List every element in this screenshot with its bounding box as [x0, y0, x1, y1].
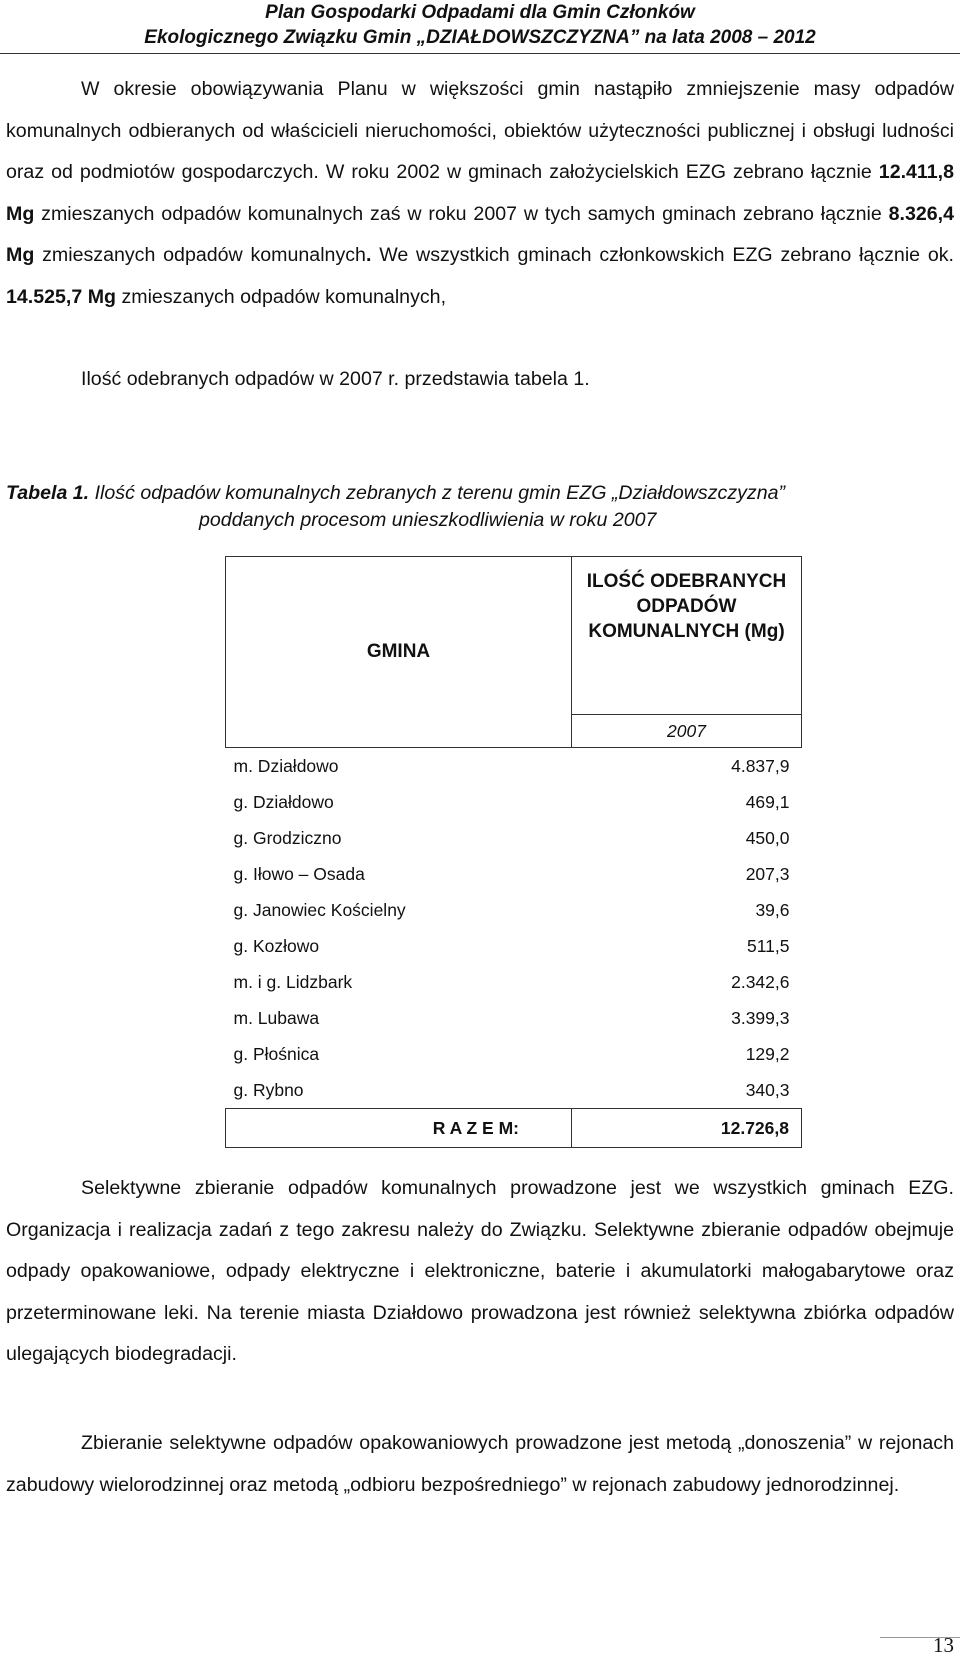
total-value: 12.726,8 [572, 1109, 802, 1148]
row-waste-value: 39,6 [755, 899, 790, 920]
column-header-gmina: GMINA [226, 557, 572, 748]
table-row [226, 784, 802, 820]
row-gmina-name: m. i g. Lidzbark [233, 971, 353, 992]
column-header-ilosc: ILOŚĆ ODEBRANYCH ODPADÓW KOMUNALNYCH (Mg) [572, 557, 802, 715]
table-body [226, 748, 802, 1109]
row-waste-value: 469,1 [745, 791, 790, 812]
header-line-1: Plan Gospodarki Odpadami dla Gmin Członków [265, 2, 695, 23]
intro-text-4: We wszystkich gminach członkowskich EZG zebrano łącznie ok. [371, 244, 955, 266]
table-row [226, 928, 802, 964]
row-gmina-name: g. Iłowo – Osada [233, 863, 365, 884]
table-caption-text-2: poddanych procesom unieszkodliwienia w roku 2007 [199, 509, 657, 531]
row-waste-value: 4.837,9 [731, 755, 790, 776]
intro-text-3: zmieszanych odpadów komunalnych [34, 244, 366, 266]
selective-collection-paragraph [6, 1168, 954, 1376]
row-gmina-name: m. Lubawa [233, 1007, 320, 1028]
intro-line-2: Ilość odebranych odpadów w 2007 r. przedstawia tabela 1. [81, 368, 590, 390]
intro-text-2: zmieszanych odpadów komunalnych zaś w roku 2007 w tych samych gminach zebrano łącznie [34, 202, 889, 225]
table-row [226, 1036, 802, 1072]
table-row [226, 1072, 802, 1109]
intro-paragraph [6, 69, 954, 318]
header-line-2: Ekologicznego Związku Gmin „DZIAŁDOWSZCZYZNA” na lata 2008 – 2012 [144, 27, 816, 48]
intro-value-total: 14.525,7 Mg [6, 285, 117, 308]
row-waste-value: 2.342,6 [731, 971, 790, 992]
row-gmina-name: g. Grodziczno [233, 827, 342, 848]
waste-table [225, 556, 802, 1148]
table-row [226, 820, 802, 856]
table-caption [6, 480, 954, 534]
paragraph-2-text: Selektywne zbieranie odpadów komunalnych prowadzone jest we wszystkich gminach EZG. Organizacja i realizacja zadań z tego zakresu należy do Związku. Selektywne zbieranie odpadów obejmuje odpady opakowaniowe, odpady elektryczne i elektroniczne, baterie i akumulatorki małogabarytowe oraz przeterminowane leki. Na terenie miasta Działdowo prowadzona jest również selektywna zbiórka odpadów ulegających biodegradacji. [6, 1177, 954, 1365]
table-row [226, 964, 802, 1000]
intro-period: . [365, 244, 372, 266]
row-waste-value: 340,3 [745, 1079, 790, 1100]
column-header-year: 2007 [572, 715, 802, 748]
table-row [226, 892, 802, 928]
table-row [226, 856, 802, 892]
intro-text-1: W okresie obowiązywania Planu w większości gmin nastąpiło zmniejszenie masy odpadów komunalnych odbieranych od właścicieli nieruchomości, obiektów użyteczności publicznej i obsługi ludności oraz od podmiotów gospodarczych. W roku 2002 w gminach założycielskich EZG zebrano łącznie [6, 78, 954, 183]
table-total-row [226, 1109, 802, 1148]
intro-table-reference [81, 359, 954, 401]
intro-value-2007: 8.326,4 Mg [6, 202, 954, 266]
row-waste-value: 450,0 [745, 827, 790, 848]
row-gmina-name: m. Działdowo [233, 755, 339, 776]
table-caption-text-1: Ilość odpadów komunalnych zebranych z terenu gmin EZG „Działdowszczyzna” [89, 482, 786, 504]
row-gmina-name: g. Działdowo [233, 791, 334, 812]
row-waste-value: 207,3 [745, 863, 790, 884]
table-header-row [226, 557, 802, 715]
row-gmina-name: g. Janowiec Kościelny [233, 899, 406, 920]
table-row [226, 748, 802, 785]
intro-value-2002: 12.411,8 Mg [6, 161, 954, 225]
row-waste-value: 129,2 [745, 1043, 790, 1064]
total-label: R A Z E M: [226, 1109, 572, 1148]
page-number: 13 [933, 1633, 954, 1657]
header-divider [0, 53, 960, 54]
paragraph-3-text: Zbieranie selektywne odpadów opakowaniowych prowadzone jest metodą „donoszenia” w rejonach zabudowy wielorodzinnej oraz metodą „odbioru bezpośredniego” w rejonach zabudowy jednorodzinnej. [6, 1432, 954, 1496]
row-gmina-name: g. Płośnica [233, 1043, 320, 1064]
table-row [226, 1000, 802, 1036]
table-caption-label: Tabela 1. [6, 482, 90, 504]
row-waste-value: 3.399,3 [731, 1007, 790, 1028]
collection-methods-paragraph [6, 1423, 954, 1506]
row-waste-value: 511,5 [747, 935, 790, 956]
intro-text-5: zmieszanych odpadów komunalnych, [116, 285, 447, 308]
row-gmina-name: g. Rybno [233, 1079, 304, 1100]
row-gmina-name: g. Kozłowo [233, 935, 320, 956]
